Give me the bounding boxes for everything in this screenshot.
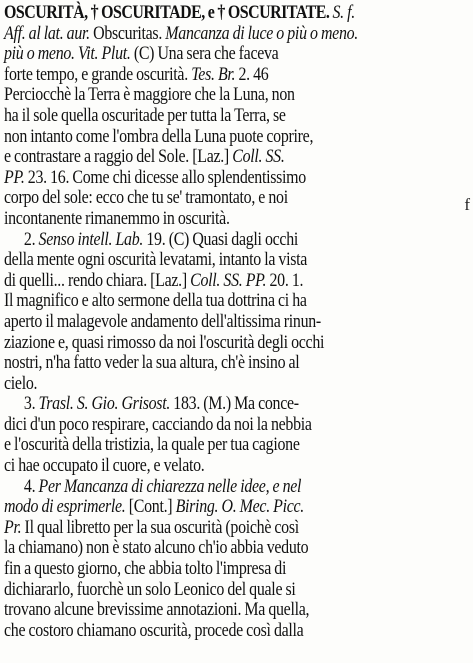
text-line bbox=[4, 435, 387, 456]
text-run: forte tempo, e grande oscurità. bbox=[4, 63, 192, 85]
text-run: non intanto come l'ombra della Luna puote coprire, bbox=[4, 125, 314, 147]
text-run: e contrastare a raggio del Sole. [Laz.] bbox=[4, 146, 233, 168]
text-run: di quelli... rendo chiara. [Laz.] bbox=[4, 269, 191, 291]
text-line bbox=[4, 147, 387, 168]
text-line bbox=[4, 538, 387, 559]
text-line bbox=[4, 374, 387, 395]
italic-run: Trasl. S. Gio. Grisost. bbox=[38, 393, 171, 415]
text-run: 2. 46 bbox=[235, 63, 269, 85]
text-line bbox=[4, 456, 387, 477]
italic-run: PP. bbox=[4, 166, 25, 188]
text-run: che costoro chiamano oscurità, procede così dalla bbox=[4, 619, 304, 641]
text-line bbox=[4, 271, 387, 292]
text-run: 2. bbox=[23, 228, 39, 250]
text-line bbox=[4, 44, 387, 65]
italic-run: Biring. O. Mec. Picc. bbox=[175, 496, 305, 518]
text-run: [Cont.] bbox=[125, 496, 176, 518]
text-line bbox=[4, 65, 387, 86]
text-line bbox=[4, 353, 387, 374]
text-run: 20. 1. bbox=[266, 269, 304, 291]
margin-mark: f bbox=[464, 195, 470, 214]
entry-headline bbox=[4, 3, 387, 24]
text-run: fin a questo giorno, che abbia tolto l'impresa di bbox=[4, 558, 287, 580]
text-run: 183. (M.) Ma conce- bbox=[170, 393, 299, 415]
italic-run: Senso intell. Lab. bbox=[38, 228, 144, 250]
text-line bbox=[4, 188, 387, 209]
text-run: la chiamano) non è stato alcuno ch'io abbia veduto bbox=[4, 537, 309, 559]
italic-run: Tes. Br. bbox=[191, 63, 236, 85]
italic-run: Mancanza di luce o più o meno. bbox=[165, 22, 358, 44]
text-line bbox=[4, 600, 387, 621]
italic-run: S. f. bbox=[332, 2, 355, 23]
text-run: trovano alcune brevissime annotazioni. Ma quella, bbox=[4, 599, 310, 621]
italic-run: Coll. SS. PP. bbox=[190, 269, 267, 291]
text-run: ci hae occupato il cuore, e velato. bbox=[4, 455, 205, 477]
italic-run: Aff. al lat. aur. bbox=[4, 22, 90, 44]
text-run: 23. 16. Come chi dicesse allo splendentissimo bbox=[24, 166, 306, 188]
text-line bbox=[4, 209, 387, 230]
text-run: della mente ogni oscurità levatami, intanto la vista bbox=[4, 249, 308, 271]
italic-run: Coll. SS. bbox=[232, 146, 285, 168]
text-run: ziazione e, quasi rimosso da noi l'oscurità degli occhi bbox=[4, 331, 325, 353]
text-line bbox=[4, 85, 387, 106]
italic-run: più o meno. Vit. Plut. bbox=[4, 43, 131, 65]
headword: OSCURITÀ, † OSCURITADE, e † OSCURITATE. bbox=[4, 2, 333, 23]
text-run: corpo del sole: ecco che tu se' tramontato, e noi bbox=[4, 187, 288, 209]
text-line bbox=[4, 518, 387, 539]
text-line bbox=[4, 333, 387, 354]
text-line bbox=[4, 230, 387, 251]
text-run: nostri, n'ha fatto veder la sua altura, ch'è insino al bbox=[4, 352, 300, 374]
text-run: (C) Una sera che faceva bbox=[130, 43, 279, 65]
text-line bbox=[4, 580, 387, 601]
text-line bbox=[4, 312, 387, 333]
text-run: dichiararlo, fuorchè un solo Leonico del quale si bbox=[4, 578, 296, 600]
italic-run: Pr. bbox=[4, 516, 22, 538]
text-run: Perciocchè la Terra è maggiore che la Luna, non bbox=[4, 84, 295, 106]
text-run: Il qual libretto per la sua oscurità (poichè così bbox=[21, 516, 299, 538]
text-run: Obscuritas. bbox=[89, 22, 166, 44]
text-run: aperto il malagevole andamento dell'altissima rinun- bbox=[4, 310, 321, 332]
text-run: e l'oscurità della tristizia, la quale per tua cagione bbox=[4, 434, 300, 456]
text-run: 4. bbox=[23, 475, 39, 497]
italic-run: Per Mancanza di chiarezza nelle idee, e nel bbox=[38, 475, 302, 497]
text-line bbox=[4, 497, 387, 518]
text-line bbox=[4, 127, 387, 148]
text-run: Il magnifico e alto sermone della tua dottrina ci ha bbox=[4, 290, 307, 312]
entry-text bbox=[4, 3, 466, 641]
text-line bbox=[4, 250, 387, 271]
text-line bbox=[4, 291, 387, 312]
text-run: ha il sole quella oscuritade per tutta la Terra, se bbox=[4, 104, 286, 126]
text-run: cielo. bbox=[4, 372, 38, 394]
text-line bbox=[4, 415, 387, 436]
text-line bbox=[4, 24, 387, 45]
italic-run: modo di esprimerle. bbox=[4, 496, 126, 518]
text-run: incontanente rimanemmo in oscurità. bbox=[4, 207, 230, 229]
text-run: 19. (C) Quasi dagli occhi bbox=[143, 228, 299, 250]
text-line bbox=[4, 106, 387, 127]
text-run: 3. bbox=[23, 393, 39, 415]
text-line bbox=[4, 168, 387, 189]
text-line bbox=[4, 477, 387, 498]
text-line bbox=[4, 621, 387, 642]
text-line bbox=[4, 559, 387, 580]
text-run: dici d'un poco respirare, cacciando da noi la nebbia bbox=[4, 413, 312, 435]
text-line bbox=[4, 394, 387, 415]
